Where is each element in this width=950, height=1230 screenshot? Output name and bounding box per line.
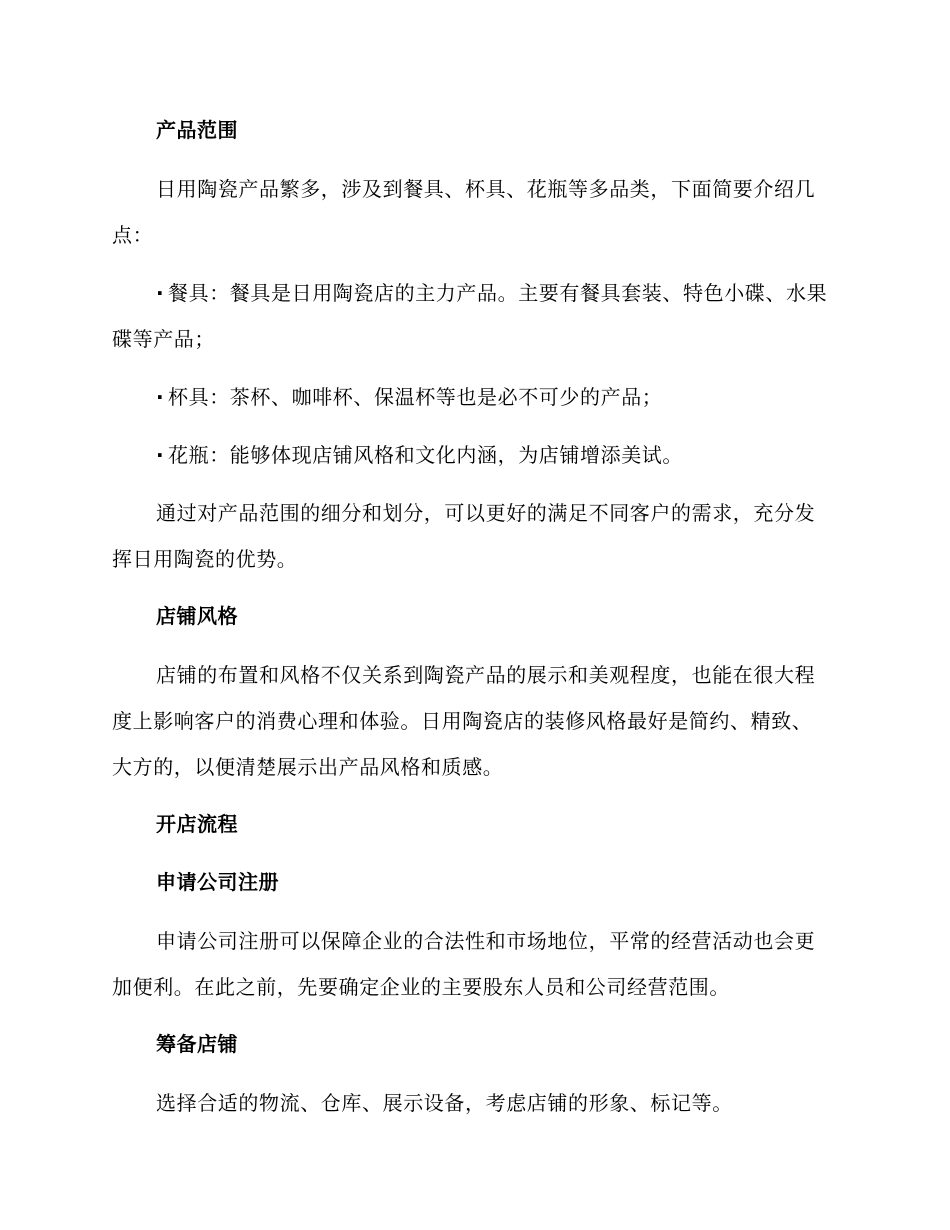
document-content xyxy=(112,108,832,1138)
section-heading-store-style: 店铺风格 xyxy=(156,604,238,628)
bullet-text: 餐具：餐具是日用陶瓷店的主力产品。主要有餐具套装、特色小碟、水果碟等产品； xyxy=(112,281,828,351)
bullet-item-cups xyxy=(112,374,832,420)
bullet-marker: · xyxy=(156,385,165,409)
bullet-text: 杯具：茶杯、咖啡杯、保温杯等也是必不可少的产品； xyxy=(168,385,663,409)
bullet-marker: · xyxy=(156,443,165,467)
product-range-intro: 日用陶瓷产品繁多，涉及到餐具、杯具、花瓶等多品类，下面简要介绍几点： xyxy=(112,177,816,247)
bullet-item-tableware xyxy=(112,270,832,362)
bullet-text: 花瓶：能够体现店铺风格和文化内涵，为店铺增添美试。 xyxy=(168,443,683,467)
section-heading-company-registration: 申请公司注册 xyxy=(156,870,279,894)
product-range-conclusion: 通过对产品范围的细分和划分，可以更好的满足不同客户的需求，充分发挥日用陶瓷的优势。 xyxy=(112,501,816,571)
section-heading-opening-process: 开店流程 xyxy=(156,812,238,836)
section-heading-store-preparation: 筹备店铺 xyxy=(156,1032,238,1056)
bullet-marker: · xyxy=(156,281,165,305)
company-registration-body: 申请公司注册可以保障企业的合法性和市场地位，平常的经营活动也会更加便利。在此之前，先要确定企业的主要股东人员和公司经营范围。 xyxy=(112,929,816,999)
store-preparation-body: 选择合适的物流、仓库、展示设备，考虑店铺的形象、标记等。 xyxy=(156,1091,733,1115)
bullet-item-vases xyxy=(112,432,832,478)
store-style-body: 店铺的布置和风格不仅关系到陶瓷产品的展示和美观程度，也能在很大程度上影响客户的消费心理和体验。日用陶瓷店的装修风格最好是简约、精致、大方的，以便清楚展示出产品风格和质感。 xyxy=(112,663,816,779)
section-heading-product-range: 产品范围 xyxy=(156,118,238,142)
